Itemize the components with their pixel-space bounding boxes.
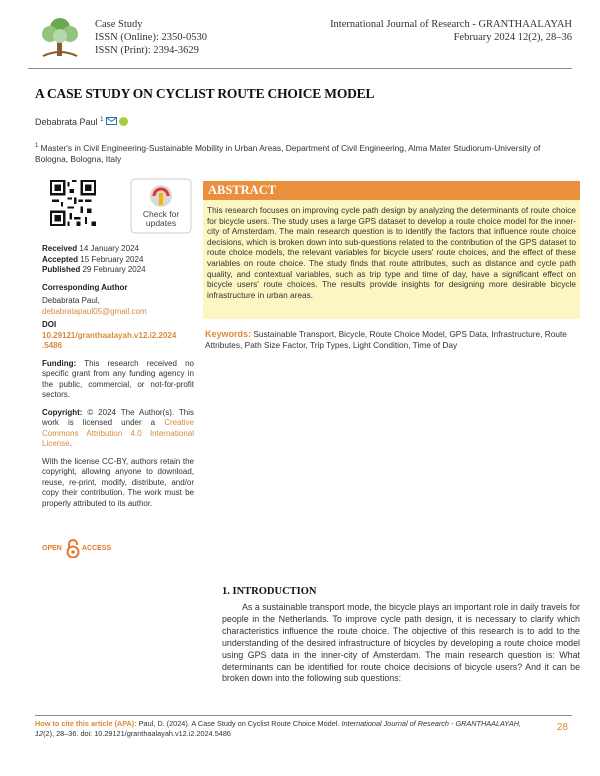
license-text: With the license CC-BY, authors retain the copyright, allowing anyone to download, reuse, re-print, modify, distribute, and/or copy their contribution. The work must be properly attributed to its author. [42, 456, 194, 508]
funding-statement: Funding: This research received no specific grant from any funding agency in the public, commercial, or not-for-profit sectors. [42, 358, 195, 399]
doi-heading: DOI [42, 320, 57, 329]
journal-info [330, 18, 572, 44]
email-icon[interactable] [106, 117, 117, 125]
author-sup: 1 [100, 117, 104, 123]
author-name[interactable]: Debabrata Paul [35, 117, 98, 127]
doi-link[interactable]: 10.29121/granthaalayah.v12.i2.2024 .5486 [42, 330, 177, 350]
page-number: 28 [556, 722, 568, 733]
affiliation-text: Master's in Civil Engineering-Sustainable Mobility in Urban Areas, Department of Civil Engineering, Alma Mater Studiorum-University of Bologna, Bologna, Italy [35, 142, 541, 165]
check-label-1: Check for [142, 209, 180, 219]
article-type: Case Study [95, 19, 143, 30]
footer-divider [35, 715, 572, 716]
section-heading-introduction: 1. INTRODUCTION [222, 586, 317, 597]
keywords-label: Keywords: [205, 329, 252, 339]
journal-name: International Journal of Research - GRANTHAALAYAH [330, 19, 572, 30]
check-label-2: updates [145, 218, 177, 228]
cite-rest: (2), 28–36. doi: 10.29121/granthaalayah.v12.i2.2024.5486 [43, 729, 231, 738]
affiliation-sup: 1 [35, 143, 39, 149]
license-link[interactable]: Creative Commons Attribution 4.0 International License [42, 418, 194, 448]
abstract-heading: ABSTRACT [203, 181, 580, 200]
introduction-paragraph: As a sustainable transport mode, the bicycle plays an important role in daily travels for people in the Netherlands. To improve cycle path design, it is necessary to clarify which characteristics influence the route choice. The objective of this research is to add to the understanding of the desired infrastructure of bicycles by developing a route choice model using GPS data in the inner-city of Amsterdam. The main research question is: What determinants can be identified for route choice decisions of bicycle users? And it can be broken down into the following sub questions: [222, 602, 580, 684]
abstract-text: This research focuses on improving cycle path design by analyzing the determinants of route choice for bicycle users. The study uses a large GPS dataset to develop a route choice model for the inner-city of Amsterdam. The main research question is to identify the factors that influence route choice decisions, which is broken down into sub-questions related to the contribution of the GPS dataset to route choice models, the relevant variables for bicycle users' route choices, and the effect of these variables on route choice. The study finds that route attributes, such as distance and cycle path quality, and contextual variables, such as trip type and time of day, have a significant effect on bicycle users' route choices. The results provide insights for designing more desirable bicycle infrastructure in urban areas. [203, 200, 580, 319]
orcid-icon[interactable] [119, 117, 128, 126]
received-line: Received 14 January 2024 [42, 244, 139, 253]
header-divider [28, 68, 572, 69]
check-for-updates-badge[interactable] [130, 178, 192, 234]
keywords-text: Sustainable Transport, Bicycle, Route Choice Model, GPS Data, Infrastructure, Route Attributes, Path Size Factor, Trip Types, Light Condition, Time of Day [205, 329, 567, 350]
keywords [205, 329, 579, 351]
open-access-label-a: OPEN [42, 545, 62, 552]
cite-journal: International Journal of Research - GRANTHAALAYAH, 12 [35, 719, 521, 738]
left-sidebar [42, 244, 194, 509]
corresponding-email[interactable]: debabratapaul05@gmail.com [42, 306, 147, 316]
journal-logo-tree-icon [35, 14, 85, 60]
issn-online: ISSN (Online): 2350-0530 [95, 32, 207, 43]
author-line [35, 117, 128, 127]
issn-print: ISSN (Print): 2394-3629 [95, 45, 199, 56]
citation-footer [35, 719, 535, 739]
open-access-label-b: ACCESS [82, 545, 112, 552]
affiliation [35, 141, 570, 166]
journal-meta [95, 18, 207, 57]
cite-label: How to cite this article (APA): [35, 719, 137, 728]
corresponding-heading: Corresponding Author [42, 282, 128, 292]
accepted-line: Accepted 15 February 2024 [42, 254, 144, 264]
open-lock-icon [66, 539, 80, 558]
cite-text: Paul, D. (2024). A Case Study on Cyclist Route Choice Model. [138, 719, 340, 728]
journal-issue: February 2024 12(2), 28–36 [453, 32, 572, 43]
corresponding-name: Debabrata Paul, [42, 296, 100, 305]
published-line: Published 29 February 2024 [42, 265, 146, 274]
qr-code-icon [50, 180, 96, 226]
open-access-logo [42, 539, 122, 559]
copyright-statement: Copyright: © 2024 The Author(s). This work is licensed under a Creative Commons Attribution 4.0 International License. [42, 407, 194, 448]
article-title: A CASE STUDY ON CYCLIST ROUTE CHOICE MODEL [35, 86, 375, 101]
